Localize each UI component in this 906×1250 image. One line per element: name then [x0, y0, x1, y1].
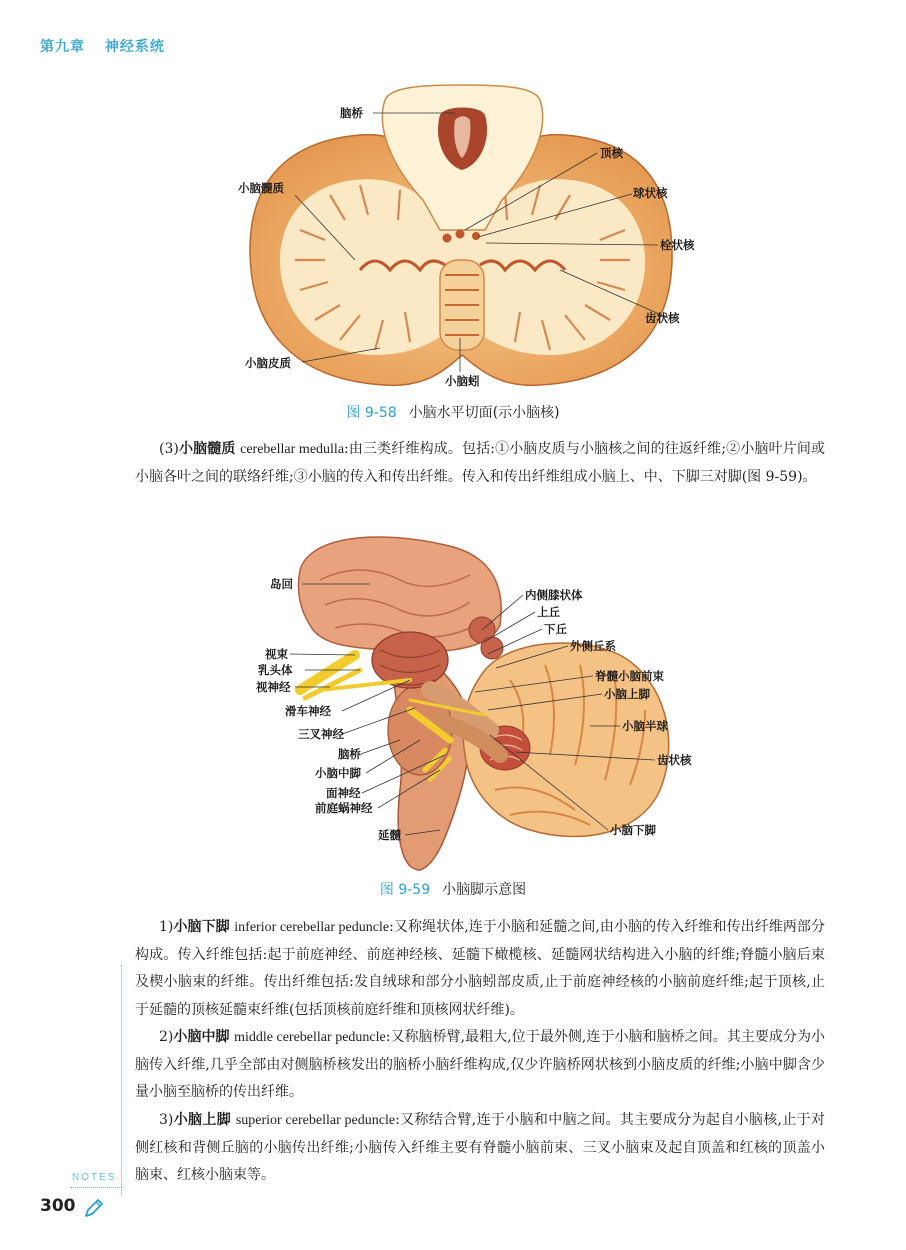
label-pons: 脑桥 — [338, 747, 361, 761]
label-emboliform-nucleus: 栓状核 — [660, 238, 695, 252]
label-trigeminal-nerve: 三叉神经 — [298, 727, 344, 741]
label-dentate-nucleus: 齿状核 — [645, 311, 680, 325]
label-insula: 岛回 — [270, 577, 293, 591]
term-english: middle cerebellar peduncle — [234, 1030, 386, 1045]
figure-9-58 — [238, 80, 695, 400]
label-facial-nerve: 面神经 — [326, 786, 361, 800]
paragraph-cerebellar-medulla — [135, 436, 825, 491]
paragraph-prefix: (3) — [159, 441, 179, 457]
paragraph-text: :又称结合臂,连于小脑和中脑之间。其主要成分为起自小脑核,止于对侧红核和背侧丘脑的小脑传出纤维;小脑传入纤维主要有脊髓小脑前束、三叉小脑束及起自顶盖和红核的顶盖小脑束、红核小脑束等。 — [135, 1112, 826, 1183]
label-vermis: 小脑蚓 — [445, 374, 480, 388]
label-inferior-colliculus: 下丘 — [544, 622, 567, 636]
figure-9-58-number: 图 9-58 — [346, 405, 397, 421]
paragraph-superior-peduncle — [135, 1107, 825, 1190]
term-superior-peduncle: 小脑上脚 — [173, 1112, 232, 1128]
label-medulla-oblongata: 延髓 — [378, 828, 401, 842]
term-english: superior cerebellar peduncle — [235, 1113, 396, 1128]
cerebellar-peduncles-illustration — [256, 530, 700, 875]
label-medial-geniculate-body: 内侧膝状体 — [525, 588, 583, 602]
paragraph-middle-peduncle — [135, 1024, 825, 1107]
paragraph-prefix: 1) — [159, 919, 174, 935]
cerebellum-horizontal-section-illustration — [238, 80, 695, 400]
page-number: 300 — [40, 1196, 76, 1216]
figure-9-59-number: 图 9-59 — [379, 882, 431, 898]
paragraph-prefix: 2) — [159, 1029, 174, 1045]
chapter-header — [40, 36, 165, 56]
label-mammillary-body: 乳头体 — [258, 663, 293, 677]
notes-margin-rule — [121, 965, 122, 1195]
term-inferior-peduncle: 小脑下脚 — [173, 919, 230, 935]
paragraph-text: :又称绳状体,连于小脑和延髓之间,由小脑的传入纤维和传出纤维两部分构成。传入纤维包括:起于前庭神经、前庭神经核、延髓下橄榄核、延髓网状结构进入小脑的纤维;脊髓小脑后束及楔小脑束的纤维。传出纤维包括:发自绒球和部分小脑蚓部皮质,止于前庭神经核的小脑前庭纤维;起于顶核,止于延髓的顶核延髓束纤维(包括顶核前庭纤维和顶核网状纤维)。 — [135, 919, 825, 1018]
figure-9-59-title: 小脑脚示意图 — [442, 882, 527, 898]
label-pons: 脑桥 — [340, 106, 363, 120]
notes-underline — [70, 1187, 122, 1188]
label-trochlear-nerve: 滑车神经 — [285, 704, 331, 718]
label-cerebellar-cortex: 小脑皮质 — [245, 356, 291, 370]
pencil-icon — [82, 1196, 106, 1224]
label-cerebellar-hemisphere: 小脑半球 — [622, 719, 668, 733]
label-lateral-lemniscus: 外侧丘系 — [570, 639, 616, 653]
term-middle-peduncle: 小脑中脚 — [173, 1029, 230, 1045]
paragraph-text: :又称脑桥臂,最粗大,位于最外侧,连于小脑和脑桥之间。其主要成分为小脑传入纤维,几乎全部由对侧脑桥核发出的脑桥小脑纤维构成,仅少许脑桥网状核到小脑皮质的纤维;小脑中脚含少量小脑至脑桥的传出纤维。 — [135, 1029, 826, 1100]
label-globose-nucleus: 球状核 — [633, 186, 668, 200]
label-cerebellar-medulla: 小脑髓质 — [238, 181, 284, 195]
label-middle-cerebellar-peduncle: 小脑中脚 — [315, 766, 361, 780]
paragraph-prefix: 3) — [159, 1112, 174, 1128]
chapter-number: 第九章 — [40, 39, 85, 55]
paragraph-text: :由三类纤维构成。包括:①小脑皮质与小脑核之间的往返纤维;②小脑叶片间或小脑各叶之间的联络纤维;③小脑的传入和传出纤维。传入和传出纤维组成小脑上、中、下脚三对脚(图 9-59)。 — [135, 441, 825, 485]
label-vestibulocochlear-nerve: 前庭蜗神经 — [315, 801, 373, 815]
paragraph-inferior-peduncle — [135, 914, 825, 1024]
label-anterior-spinocerebellar-tract: 脊髓小脑前束 — [595, 669, 664, 683]
figure-9-59-caption — [0, 879, 906, 899]
figure-9-58-title: 小脑水平切面(示小脑核) — [408, 405, 560, 421]
label-fastigial-nucleus: 顶核 — [600, 146, 623, 160]
label-superior-cerebellar-peduncle: 小脑上脚 — [604, 687, 650, 701]
label-dentate-nucleus: 齿状核 — [657, 753, 692, 767]
term-english: inferior cerebellar peduncle — [234, 920, 390, 935]
figure-9-59 — [256, 530, 700, 875]
term-cerebellar-medulla: 小脑髓质 — [178, 441, 236, 457]
label-optic-tract: 视束 — [265, 647, 288, 661]
figure-9-58-caption — [0, 402, 906, 422]
label-superior-colliculus: 上丘 — [537, 605, 560, 619]
label-inferior-cerebellar-peduncle: 小脑下脚 — [610, 823, 656, 837]
term-english: cerebellar medulla — [240, 442, 345, 457]
notes-label: NOTES — [72, 1172, 117, 1183]
chapter-title: 神经系统 — [104, 39, 165, 55]
label-optic-nerve: 视神经 — [256, 680, 291, 694]
